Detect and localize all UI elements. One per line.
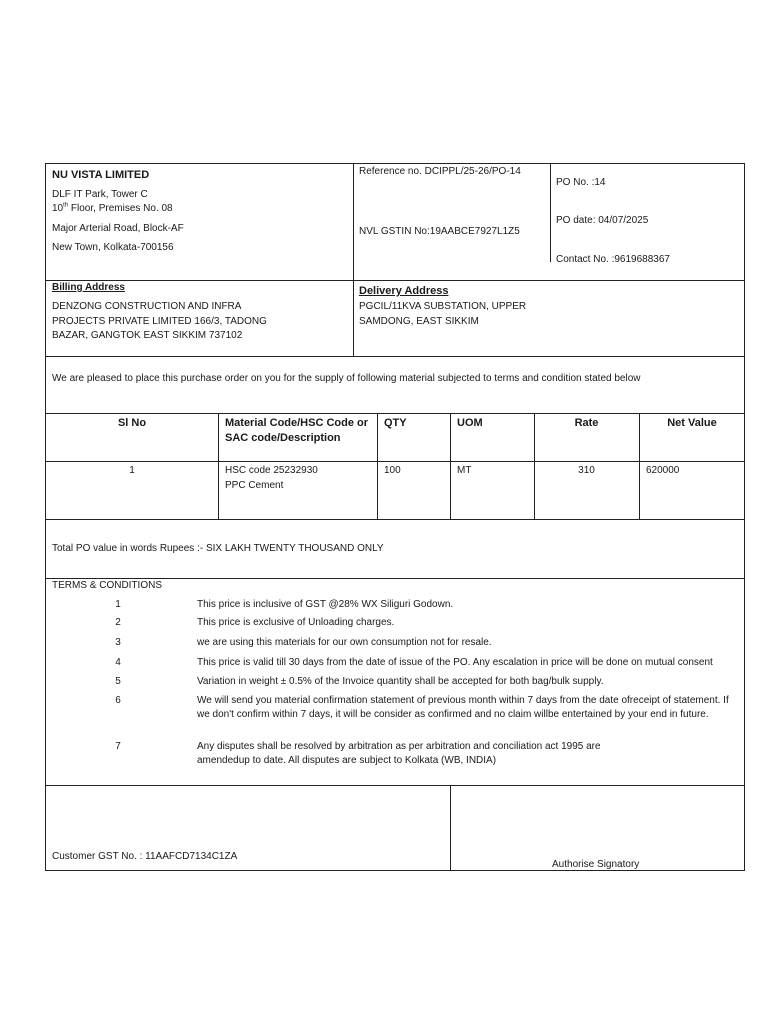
floor-rest: Floor, Premises No. 08 — [68, 203, 173, 214]
terms-item-text: Variation in weight ± 0.5% of the Invoice quantity shall be accepted for both bag/bulk supply. — [197, 676, 604, 687]
cell-sl-no: 1 — [129, 465, 135, 476]
company-address-line4: New Town, Kolkata-700156 — [52, 242, 174, 253]
table-col-divider — [450, 462, 451, 519]
billing-address-title: Billing Address — [52, 282, 125, 293]
terms-item-number: 5 — [115, 676, 121, 687]
purchase-order-document — [45, 163, 745, 871]
intro-text: We are pleased to place this purchase order on you for the supply of following material subjected to terms and condition stated below — [52, 373, 641, 384]
table-col-divider — [218, 414, 219, 461]
total-po-value-words: Total PO value in words Rupees :- SIX LAKH TWENTY THOUSAND ONLY — [52, 543, 384, 554]
table-row — [46, 461, 744, 519]
footer-divider — [450, 786, 451, 871]
billing-address-line: BAZAR, GANGTOK EAST SIKKIM 737102 — [52, 330, 243, 341]
company-address-line2 — [52, 202, 173, 216]
table-col-divider — [639, 462, 640, 519]
intro-section — [46, 356, 744, 413]
header-divider-1 — [353, 164, 354, 280]
po-date: PO date: 04/07/2025 — [556, 215, 649, 226]
terms-item-number: 1 — [115, 599, 121, 610]
address-section — [46, 280, 744, 356]
items-table-header — [46, 413, 744, 461]
header-rate: Rate — [574, 417, 599, 429]
terms-title: TERMS & CONDITIONS — [52, 580, 163, 591]
header-material-line2: SAC code/Description — [225, 432, 341, 444]
terms-item-text: We will send you material confirmation statement of previous month within 7 days from the date ofreceipt of statement. If we don't confirm within 7 days, it will be consider as confirmed and no claim willbe entertained by your end in future. — [197, 695, 729, 720]
terms-item-number: 3 — [115, 637, 121, 648]
terms-section — [46, 578, 744, 785]
terms-item-text: This price is valid till 30 days from the date of issue of the PO. Any escalation in price will be done on mutual consent — [197, 657, 713, 668]
floor-number: 10 — [52, 203, 64, 214]
header-material-line1: Material Code/HSC Code or — [225, 417, 369, 429]
table-col-divider — [377, 462, 378, 519]
total-words-section — [46, 519, 744, 578]
terms-item-text: Any disputes shall be resolved by arbitration as per arbitration and conciliation act 1995 are amendedup to date. All disputes are subject to Kolkata (WB, INDIA) — [197, 741, 601, 766]
terms-item-text: This price is inclusive of GST @28% WX Siliguri Godown. — [197, 599, 454, 610]
reference-number: Reference no. DCIPPL/25-26/PO-14 — [359, 166, 521, 177]
cell-material-line1: HSC code 25232930 — [225, 465, 318, 476]
cell-qty: 100 — [384, 465, 401, 476]
delivery-address-line: SAMDONG, EAST SIKKIM — [359, 316, 479, 327]
company-address-line3: Major Arterial Road, Block-AF — [52, 223, 184, 234]
delivery-address-line: PGCIL/11KVA SUBSTATION, UPPER — [359, 301, 527, 312]
floor-ordinal-suffix: th — [63, 202, 69, 209]
delivery-address-title: Delivery Address — [359, 285, 449, 297]
footer-section — [46, 785, 744, 871]
terms-item-text: we are using this materials for our own consumption not for resale. — [197, 637, 492, 648]
cell-material-line2: PPC Cement — [225, 480, 284, 491]
billing-address-line: PROJECTS PRIVATE LIMITED 166/3, TADONG — [52, 316, 267, 327]
company-name: NU VISTA LIMITED — [52, 169, 150, 181]
billing-address-line: DENZONG CONSTRUCTION AND INFRA — [52, 301, 242, 312]
terms-item-number: 6 — [115, 695, 121, 706]
gstin-number: NVL GSTIN No:19AABCE7927L1Z5 — [359, 226, 520, 237]
header-uom: UOM — [457, 417, 483, 429]
cell-rate: 310 — [578, 465, 595, 476]
company-address-line1: DLF IT Park, Tower C — [52, 189, 148, 200]
cell-uom: MT — [457, 465, 472, 476]
header-net-value: Net Value — [667, 417, 717, 429]
po-number: PO No. :14 — [556, 177, 606, 188]
contact-number: Contact No. :9619688367 — [556, 254, 670, 265]
table-col-divider — [377, 414, 378, 461]
header-qty: QTY — [384, 417, 407, 429]
table-col-divider — [450, 414, 451, 461]
terms-item-number: 4 — [115, 657, 121, 668]
authorise-signatory: Authorise Signatory — [552, 859, 640, 870]
cell-net-value: 620000 — [646, 465, 680, 476]
header-sl-no: Sl No — [117, 417, 147, 429]
customer-gst-number: Customer GST No. : 11AAFCD7134C1ZA — [52, 851, 238, 862]
terms-item-text: This price is exclusive of Unloading charges. — [197, 617, 395, 628]
table-col-divider — [218, 462, 219, 519]
address-divider — [353, 281, 354, 356]
terms-item-number: 2 — [115, 617, 121, 628]
header-section — [46, 164, 744, 280]
terms-item-number: 7 — [115, 741, 121, 752]
header-divider-2 — [550, 164, 551, 262]
